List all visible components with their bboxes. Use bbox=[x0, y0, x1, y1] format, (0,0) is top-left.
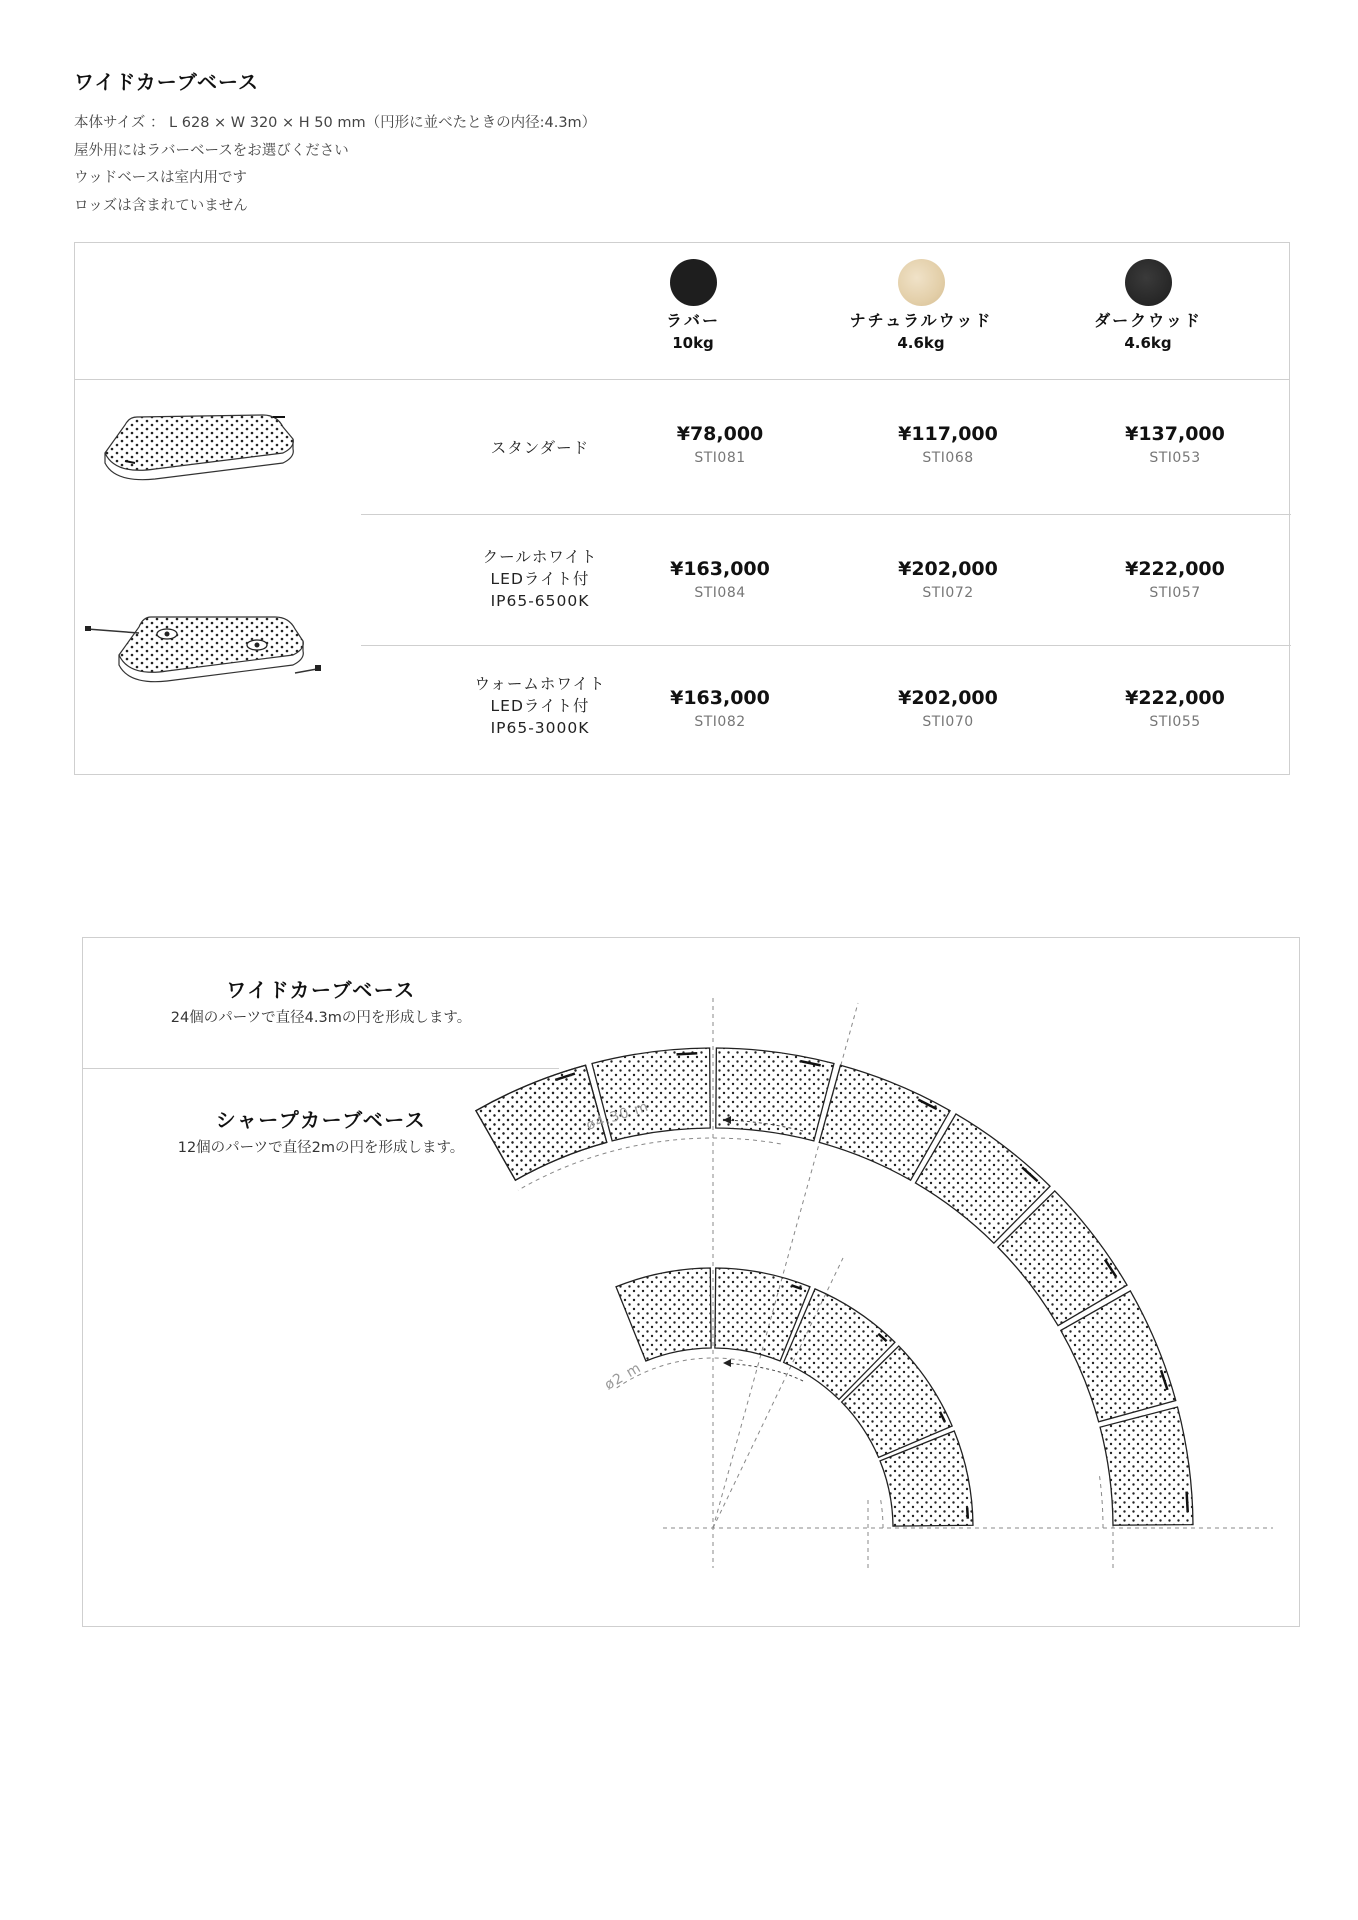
price: ¥202,000 bbox=[898, 687, 998, 709]
finish-name: ダークウッド bbox=[1094, 311, 1202, 330]
page-title: ワイドカーブベース bbox=[74, 70, 259, 94]
finish-name: ナチュラルウッド bbox=[849, 311, 993, 330]
spec-outdoor-note: 屋外用にはラバーベースをお選びください bbox=[74, 142, 349, 159]
row-label-line: LEDライト付 bbox=[490, 570, 590, 588]
wide-inner-circle-guide bbox=[1099, 1474, 1103, 1528]
finish-weight: 10kg bbox=[672, 334, 714, 352]
finish-weight: 4.6kg bbox=[897, 334, 945, 352]
row-divider bbox=[361, 514, 1291, 515]
row-label-line: クールホワイト bbox=[482, 548, 598, 566]
wide-curve-subtitle: 24個のパーツで直径4.3mの円を形成します。 bbox=[170, 1010, 472, 1026]
wide-curve-segment bbox=[1100, 1407, 1193, 1525]
led-base-illustration bbox=[85, 601, 345, 721]
row-label-line: LEDライト付 bbox=[490, 697, 590, 715]
wide-curve-title: ワイドカーブベース bbox=[226, 978, 416, 1002]
row-label-standard bbox=[435, 437, 645, 459]
connector-mark bbox=[967, 1508, 968, 1519]
finish-dark-wood bbox=[1048, 259, 1248, 354]
price: ¥163,000 bbox=[670, 687, 770, 709]
product-code: STI057 bbox=[1149, 585, 1201, 601]
layout-diagram-panel bbox=[82, 937, 1300, 1627]
price: ¥117,000 bbox=[898, 423, 998, 445]
price: ¥202,000 bbox=[898, 558, 998, 580]
finish-rubber bbox=[593, 259, 793, 354]
product-code: STI082 bbox=[694, 714, 746, 730]
price-cell bbox=[848, 420, 1048, 468]
price-cell bbox=[1075, 420, 1275, 468]
dark-wood-swatch bbox=[1125, 259, 1172, 306]
sharp-radius-arrow-head bbox=[723, 1359, 731, 1367]
finish-weight: 4.6kg bbox=[1124, 334, 1172, 352]
spec-wood-note: ウッドベースは室内用です bbox=[74, 170, 247, 186]
product-code: STI053 bbox=[1149, 450, 1201, 466]
product-code: STI084 bbox=[694, 585, 746, 601]
row-label-line: スタンダード bbox=[490, 439, 590, 457]
price-cell bbox=[620, 420, 820, 468]
product-code: STI072 bbox=[922, 585, 974, 601]
standard-base-illustration bbox=[95, 403, 335, 503]
row-label-line: IP65-3000K bbox=[490, 719, 590, 737]
price-cell bbox=[620, 684, 820, 732]
price-cell bbox=[1075, 684, 1275, 732]
price: ¥163,000 bbox=[670, 558, 770, 580]
curve-layout-diagram bbox=[83, 938, 1299, 1626]
spec-size: 本体サイズ ： L 628 × W 320 × H 50 mm（円形に並べたときの内径:4.3m） bbox=[74, 115, 597, 131]
price-cell bbox=[620, 555, 820, 603]
connector-mark bbox=[677, 1053, 698, 1054]
finish-name: ラバー bbox=[665, 311, 720, 330]
row-label-warm-white bbox=[435, 673, 645, 739]
price: ¥222,000 bbox=[1125, 687, 1225, 709]
spec-list bbox=[74, 110, 596, 220]
rubber-swatch bbox=[670, 259, 717, 306]
sharp-inner-circle-guide bbox=[880, 1498, 883, 1528]
finish-natural-wood bbox=[821, 259, 1021, 354]
row-label-line: ウォームホワイト bbox=[474, 675, 606, 693]
row-label-cool-white bbox=[435, 546, 645, 612]
wide-diameter-label: ø4,30 m bbox=[584, 1098, 651, 1134]
row-label-line: IP65-6500K bbox=[490, 592, 590, 610]
price: ¥137,000 bbox=[1125, 423, 1225, 445]
product-code: STI081 bbox=[694, 450, 746, 466]
product-code: STI068 bbox=[922, 450, 974, 466]
sharp-diameter-label: ø2 m bbox=[602, 1359, 645, 1394]
sharp-curve-subtitle: 12個のパーツで直径2mの円を形成します。 bbox=[177, 1140, 465, 1156]
price-cell bbox=[848, 684, 1048, 732]
product-code: STI070 bbox=[922, 714, 974, 730]
price-cell bbox=[1075, 555, 1275, 603]
connector-mark bbox=[1187, 1492, 1188, 1513]
spec-rods-note: ロッズは含まれていません bbox=[74, 197, 248, 214]
price: ¥222,000 bbox=[1125, 558, 1225, 580]
natural-wood-swatch bbox=[898, 259, 945, 306]
row-divider bbox=[361, 645, 1291, 646]
header-divider bbox=[75, 379, 1289, 380]
wide-curve-segment bbox=[716, 1048, 834, 1141]
price: ¥78,000 bbox=[676, 423, 764, 445]
price-table bbox=[74, 242, 1290, 775]
product-code: STI055 bbox=[1149, 714, 1201, 730]
sharp-curve-segment bbox=[616, 1268, 711, 1361]
sharp-curve-title: シャープカーブベース bbox=[215, 1108, 427, 1132]
price-cell bbox=[848, 555, 1048, 603]
